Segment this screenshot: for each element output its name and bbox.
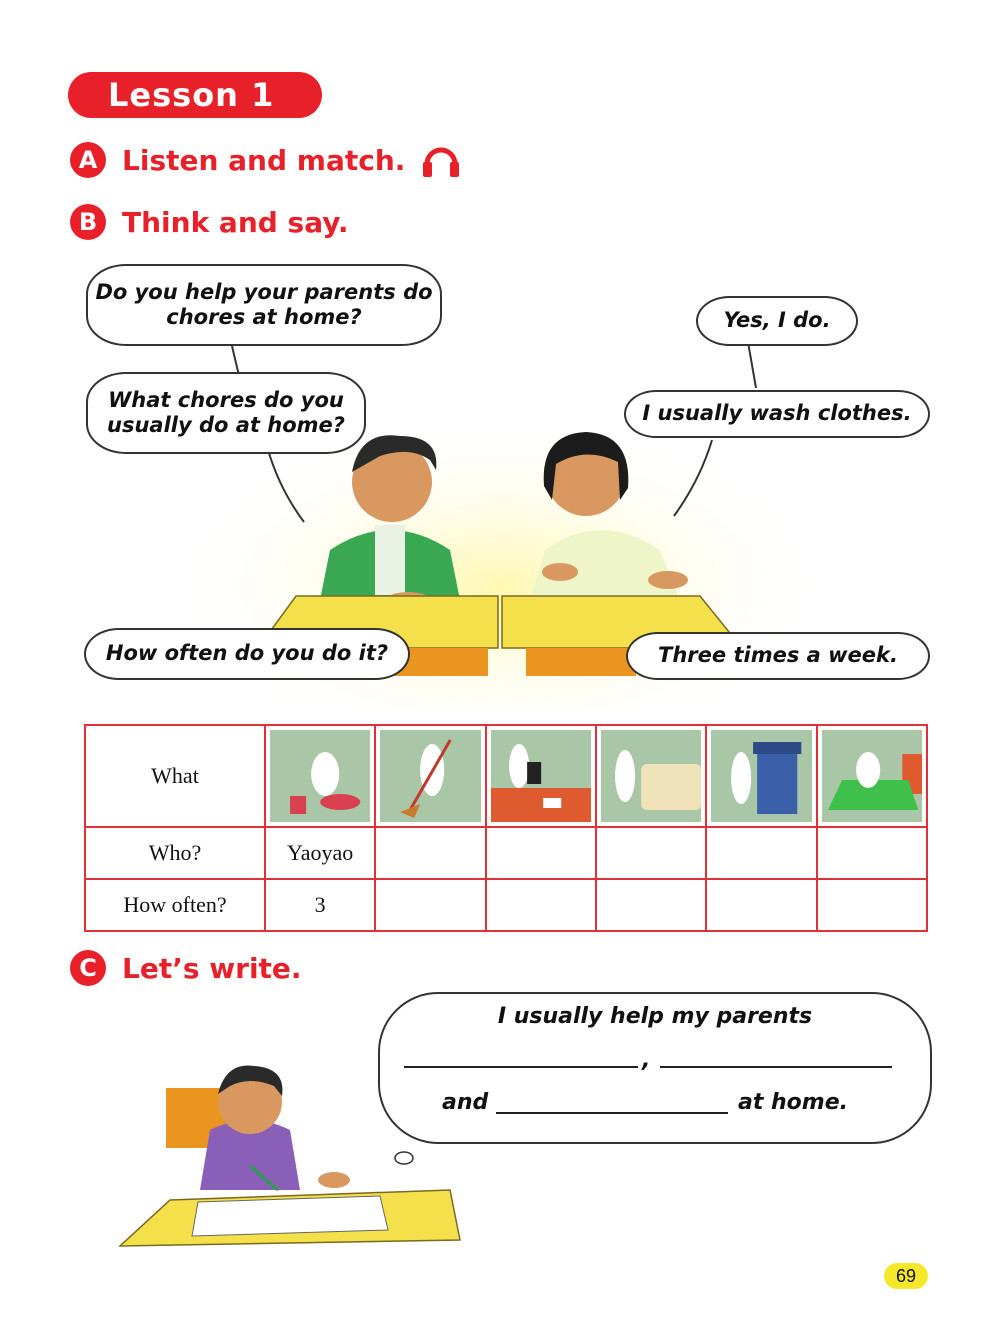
chore-cell (486, 725, 596, 827)
headphones-icon[interactable] (421, 142, 461, 178)
section-b-title: Think and say. (122, 205, 349, 239)
how-often-cell[interactable] (596, 879, 706, 931)
clean-sofa-picture (601, 730, 701, 822)
who-cell[interactable] (486, 827, 596, 879)
who-cell[interactable] (817, 827, 927, 879)
clean-desk-picture (491, 730, 591, 822)
who-cell[interactable] (375, 827, 485, 879)
speech-bubble-question-3: How often do you do it? (84, 628, 410, 680)
writing-line-1: I usually help my parents (497, 1004, 813, 1029)
writing-and: and (442, 1090, 489, 1115)
make-bed-picture (822, 730, 922, 822)
chore-cell (706, 725, 816, 827)
chore-cell (375, 725, 485, 827)
thought-bubble (378, 992, 932, 1144)
wash-dishes-picture (270, 730, 370, 822)
speech-bubble-answer-3: Three times a week. (626, 632, 930, 680)
writing-at-home: at home. (738, 1090, 848, 1115)
who-cell[interactable] (596, 827, 706, 879)
section-b-badge: B (70, 204, 106, 240)
section-a-badge: A (70, 142, 106, 178)
chores-table (84, 724, 928, 932)
speech-bubble-question-1: Do you help your parents do chores at home? (86, 264, 442, 346)
speech-bubble-answer-2: I usually wash clothes. (624, 390, 930, 438)
row-label-how-often: How often? (85, 879, 265, 931)
row-label-who: Who? (85, 827, 265, 879)
sweep-floor-picture (380, 730, 480, 822)
page-number: 69 (884, 1263, 928, 1289)
speech-bubble-question-2: What chores do you usually do at home? (86, 372, 366, 454)
table-row-how-often (85, 879, 927, 931)
blank-line-3[interactable] (496, 1112, 728, 1114)
speech-bubble-answer-1: Yes, I do. (696, 296, 858, 346)
take-out-trash-picture (711, 730, 811, 822)
comma: , (642, 1048, 651, 1073)
lesson-title: Lesson 1 (68, 72, 322, 118)
table-row-who (85, 827, 927, 879)
row-label-what: What (85, 725, 265, 827)
section-c-badge: C (70, 950, 106, 986)
section-b (70, 204, 349, 240)
chore-cell (596, 725, 706, 827)
how-often-cell[interactable] (817, 879, 927, 931)
how-often-cell[interactable] (486, 879, 596, 931)
blank-line-2[interactable] (660, 1066, 892, 1068)
chore-cell (817, 725, 927, 827)
chore-cell (265, 725, 375, 827)
blank-line-1[interactable] (404, 1066, 638, 1068)
section-c (70, 950, 302, 986)
section-a (70, 142, 461, 178)
how-often-cell[interactable] (375, 879, 485, 931)
who-cell[interactable] (706, 827, 816, 879)
table-row-what (85, 725, 927, 827)
who-cell[interactable]: Yaoyao (265, 827, 375, 879)
how-often-cell[interactable]: 3 (265, 879, 375, 931)
how-often-cell[interactable] (706, 879, 816, 931)
section-a-title: Listen and match. (122, 143, 406, 177)
section-c-title: Let’s write. (122, 951, 302, 985)
